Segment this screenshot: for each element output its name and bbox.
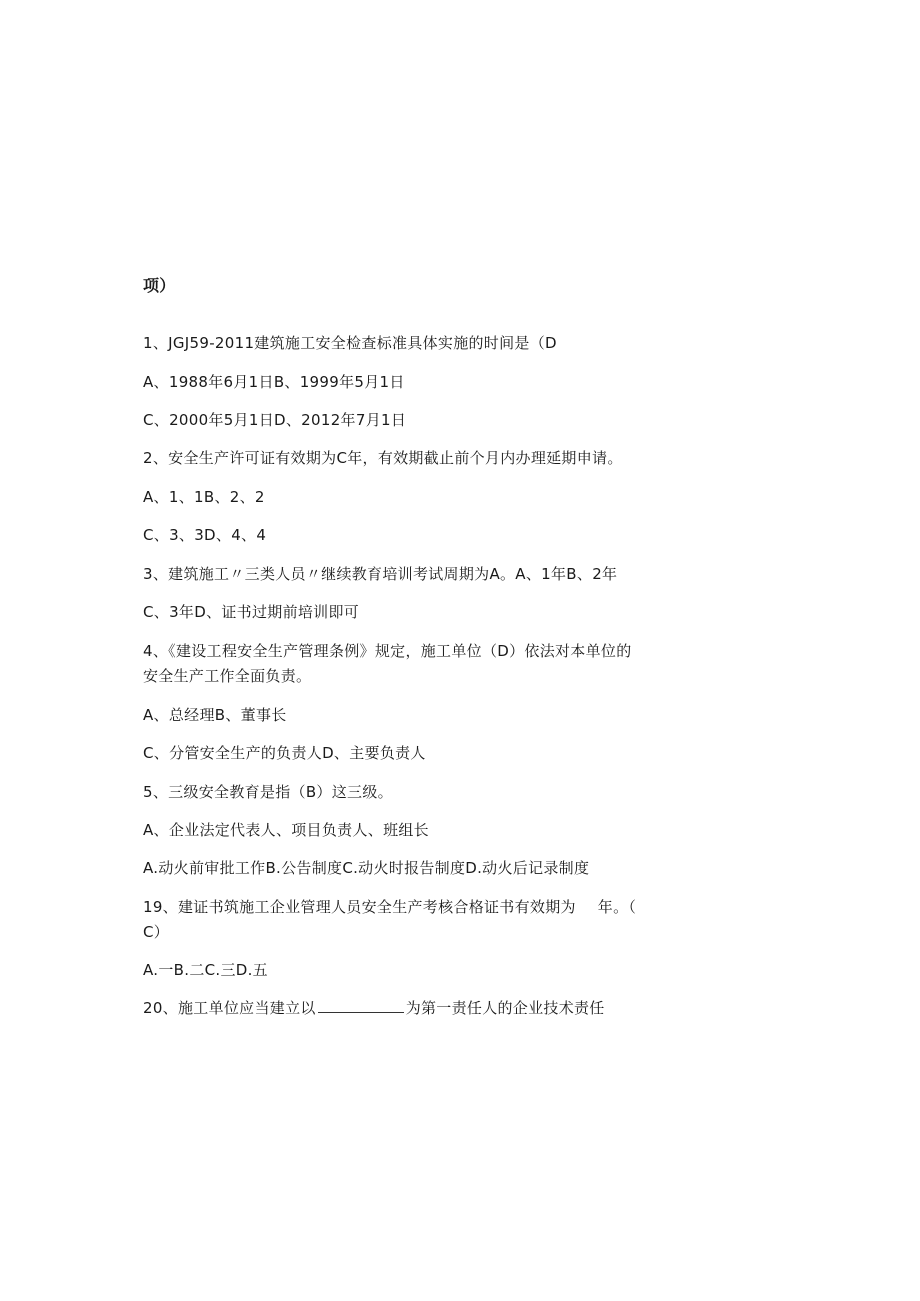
question-19-options: A.一B.二C.三D.五 <box>143 961 268 979</box>
question-19-stem-before: 19、建证书筑施工企业管理人员安全生产考核合格证书有效期为 <box>143 898 576 916</box>
question-2-options-cd: C、3、3D、4、4 <box>143 526 267 544</box>
question-19-stem-line2: C） <box>143 923 170 941</box>
question-1-options-cd: C、2000年5月1日D、2012年7月1日 <box>143 411 407 429</box>
question-20-stem-after: 为第一责任人的企业技术责任 <box>405 999 605 1017</box>
question-2-stem: 2、安全生产许可证有效期为C年，有效期截止前个月内办理延期申请。 <box>143 449 623 467</box>
question-3-stem: 3、建筑施工〃三类人员〃继续教育培训考试周期为A。A、1年B、2年 <box>143 565 618 583</box>
question-1-options-ab: A、1988年6月1日B、1999年5月1日 <box>143 373 405 391</box>
question-4-stem-line2: 安全生产工作全面负责。 <box>143 667 312 685</box>
question-20-stem <box>143 996 703 1020</box>
question-20-stem-before: 20、施工单位应当建立以 <box>143 999 316 1017</box>
question-4-options-cd: C、分管安全生产的负责人D、主要负责人 <box>143 744 426 762</box>
section-heading: 项） <box>143 276 176 295</box>
question-4-stem-line1: 4、《建设工程安全生产管理条例》规定，施工单位（D）依法对本单位的 <box>143 642 632 660</box>
question-4-options-ab: A、总经理B、董事长 <box>143 706 287 724</box>
fill-in-blank <box>318 998 404 1013</box>
question-19-stem-after: 年。（ <box>597 898 637 916</box>
question-3-options-cd: C、3年D、证书过期前培训即可 <box>143 603 360 621</box>
question-5-option-a: A、企业法定代表人、项目负责人、班组长 <box>143 821 429 839</box>
question-2-options-ab: A、1、1B、2、2 <box>143 488 265 506</box>
fire-permit-options: A.动火前审批工作B.公告制度C.动火时报告制度D.动火后记录制度 <box>143 859 590 877</box>
question-1-stem: 1、JGJ59-2011建筑施工安全检查标准具体实施的时间是（D <box>143 334 557 352</box>
question-5-stem: 5、三级安全教育是指（B）这三级。 <box>143 783 393 801</box>
question-19-stem <box>143 895 703 919</box>
